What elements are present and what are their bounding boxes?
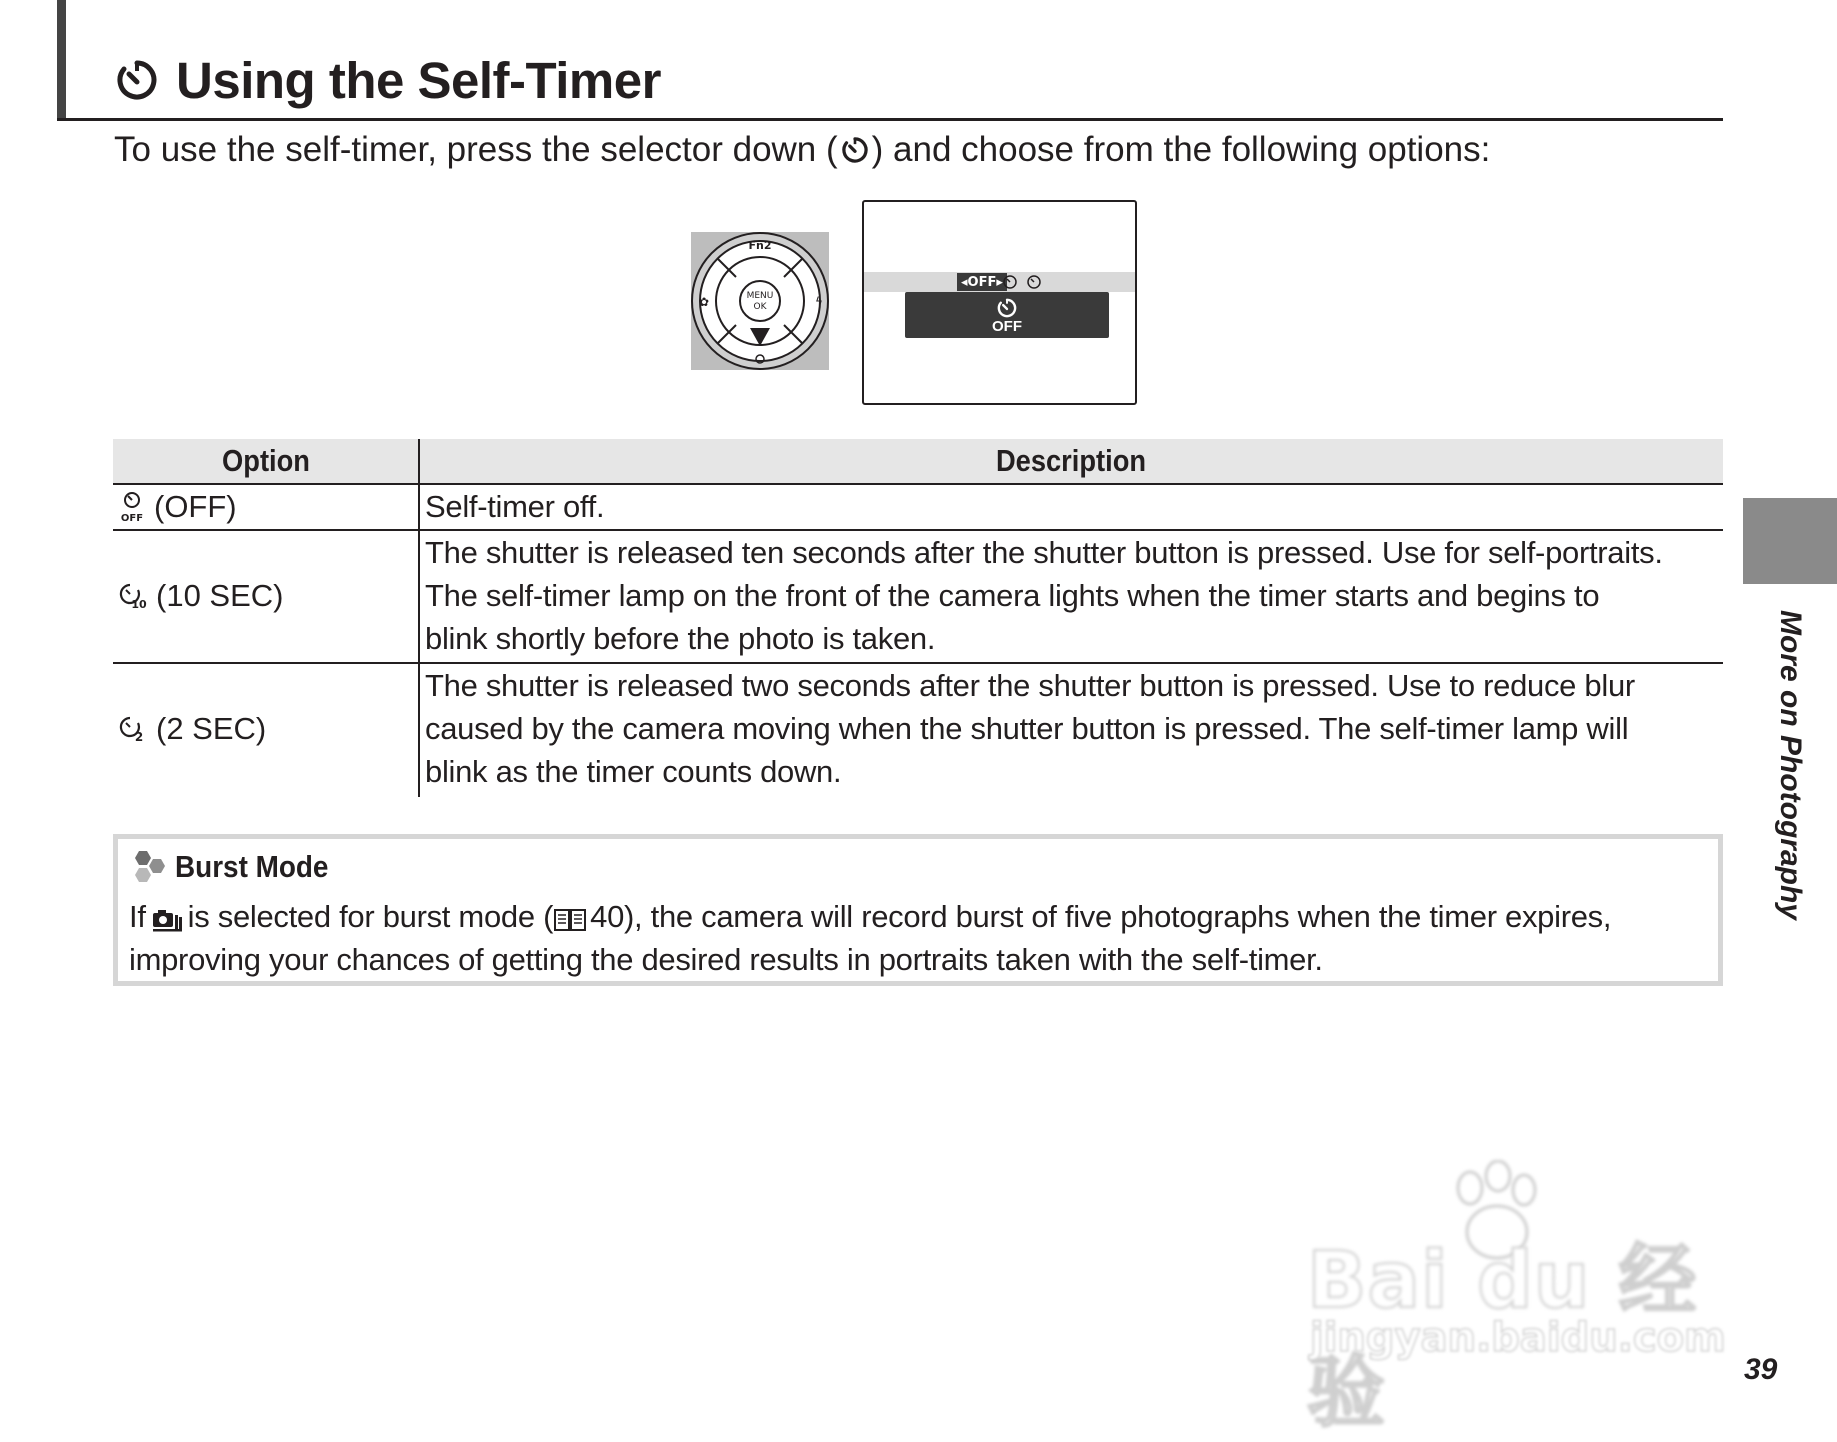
svg-text:10: 10 — [131, 598, 147, 611]
book-reference-icon — [553, 907, 587, 933]
flash-icon: ϟ — [815, 295, 823, 309]
lcd-selected-label: OFF — [967, 274, 997, 290]
note-line-1 — [129, 895, 1719, 938]
description-line: blink as the timer counts down. — [425, 754, 842, 789]
description-line: caused by the camera moving when the shutter button is pressed. The self-timer lamp will — [425, 711, 1629, 746]
description-line: The shutter is released ten seconds after the shutter button is pressed. Use for self-portraits. — [425, 535, 1663, 570]
table-row-description — [425, 531, 1725, 660]
lcd-selected-option: ◂ OFF ▸ — [957, 273, 1007, 291]
self-timer-off-icon — [118, 490, 146, 524]
watermark-main-text: Bai du 经验 — [1307, 1236, 1698, 1438]
note-hexagon-icon — [129, 849, 167, 885]
table-header-row — [113, 439, 1723, 485]
table-row-description — [425, 485, 1725, 528]
self-timer-2-icon — [118, 713, 148, 745]
description-line: Self-timer off. — [425, 489, 605, 524]
selector-dpad-illustration — [691, 232, 829, 370]
macro-icon: ✿ — [699, 295, 710, 309]
page-number: 39 — [1744, 1353, 1778, 1386]
title-rule — [57, 118, 1723, 121]
description-line: The self-timer lamp on the front of the camera lights when the timer starts and begins to — [425, 578, 1600, 613]
self-timer-icon — [840, 135, 870, 165]
note-body — [129, 895, 1719, 981]
chapter-tab — [1743, 498, 1837, 584]
table-row-option-off — [118, 487, 237, 527]
intro-text-end: ) and choose from the following options: — [871, 130, 1491, 169]
note-text: If — [129, 899, 146, 934]
burst-mode-note — [113, 834, 1723, 986]
lcd-panel-label: OFF — [992, 317, 1022, 335]
table-row-option-10sec — [118, 574, 283, 618]
option-label: (OFF) — [154, 489, 237, 524]
table-column-divider — [418, 439, 420, 797]
note-title: Burst Mode — [175, 849, 329, 884]
lcd-setting-panel — [905, 292, 1109, 338]
lcd-option-icons — [1002, 274, 1044, 290]
intro-text-start: To use the self-timer, press the selector down ( — [114, 130, 838, 169]
note-text: is selected for burst mode ( — [187, 899, 554, 934]
intro-text — [114, 130, 1490, 170]
description-line: blink shortly before the photo is taken. — [425, 621, 936, 656]
svg-text:OFF: OFF — [120, 513, 144, 524]
dpad-menu-label: MENU — [746, 291, 774, 301]
watermark — [1295, 1160, 1735, 1438]
note-line-2: improving your chances of getting the desired results in portraits taken with the self-timer. — [129, 942, 1323, 977]
description-line: The shutter is released two seconds after the shutter button is pressed. Use to reduce blur — [425, 668, 1635, 703]
note-heading — [129, 849, 346, 885]
table-row-description — [425, 664, 1725, 793]
burst-mode-icon — [150, 905, 184, 933]
self-timer-icon — [114, 57, 160, 103]
watermark-url-text: jingyan.baidu.com — [1310, 1315, 1726, 1361]
column-header-option: Option — [222, 443, 310, 478]
self-timer-10-icon — [118, 580, 148, 612]
self-timer-icon — [996, 297, 1018, 319]
page-title — [114, 40, 661, 120]
chapter-tab-text: More on Photography — [1774, 610, 1807, 920]
self-timer-2-icon — [1026, 274, 1044, 290]
dpad-fn2-label: Fn2 — [748, 239, 772, 252]
page-title-text: Using the Self-Timer — [176, 51, 661, 109]
header-accent-bar — [57, 0, 66, 121]
lcd-screen-illustration — [862, 200, 1137, 405]
dpad-ok-label: OK — [753, 302, 767, 312]
option-label: (2 SEC) — [156, 711, 267, 746]
table-row-option-2sec — [118, 707, 266, 751]
svg-text:2: 2 — [134, 730, 144, 744]
option-label: (10 SEC) — [156, 578, 284, 613]
note-text: 40), the camera will record burst of five photographs when the timer expires, — [590, 899, 1612, 934]
self-timer-10-icon — [1002, 274, 1020, 290]
column-header-description: Description — [995, 443, 1147, 478]
